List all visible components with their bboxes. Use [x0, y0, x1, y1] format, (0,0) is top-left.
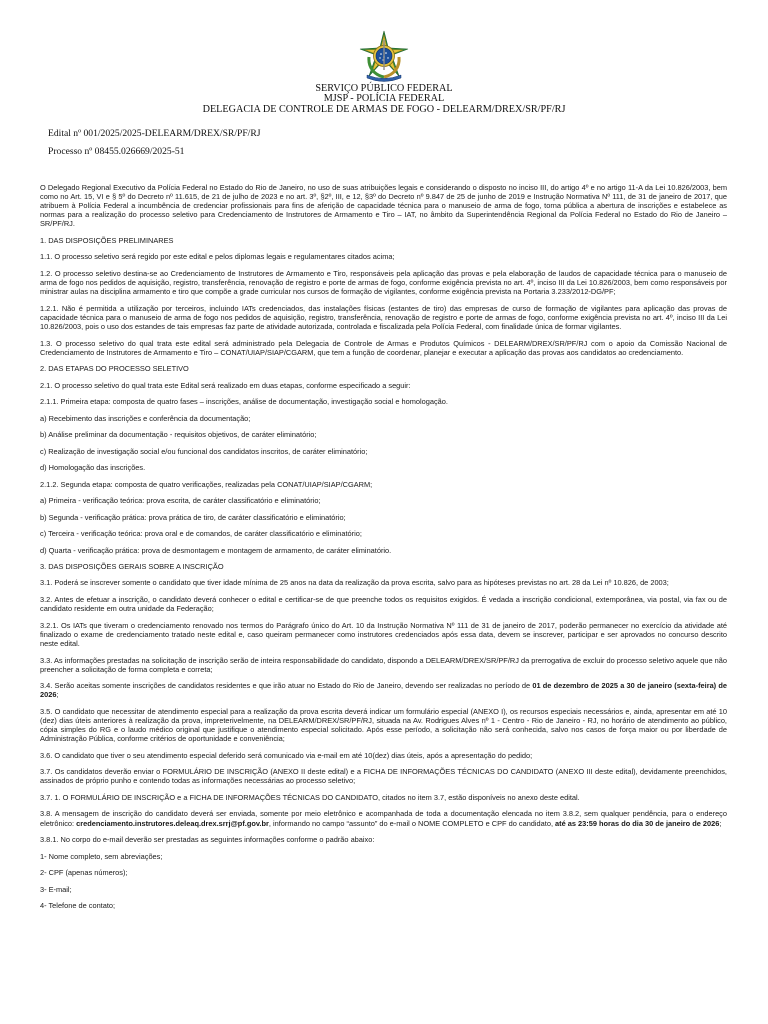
list-item: 2- CPF (apenas números);: [40, 868, 128, 878]
paragraph-1-1: 1.1. O processo seletivo será regido por este edital e pelos diplomas legais e regulamentares citados acima;: [40, 252, 395, 262]
paragraph-3-7-1: 3.7. 1. O FORMULÁRIO DE INSCRIÇÃO e a FICHA DE INFORMAÇÕES TÉCNICAS DO CANDIDATO, citados no item 3.7, estão disponíveis no anexo deste edital.: [40, 792, 580, 802]
registration-deadline: até as 23:59 horas do dia 30 de janeiro de 2026: [555, 818, 720, 828]
list-item: c) Realização de investigação social e/ou funcional dos candidatos inscritos, de caráter eliminatório;: [40, 446, 368, 456]
paragraph-3-3: 3.3. As informações prestadas na solicitação de inscrição serão de inteira responsabilidade do candidato, dispondo a DELEARM/DREX/SR/PF/RJ da prerrogativa de excluir do processo seletivo aquele que não preencher a solicitação de forma completa e correta;: [40, 655, 727, 674]
header-line-department: DELEGACIA DE CONTROLE DE ARMAS DE FOGO - DELEARM/DREX/SR/PF/RJ: [202, 103, 566, 115]
section-title: 3. DAS DISPOSIÇÕES GERAIS SOBRE A INSCRIÇÃO: [40, 562, 224, 571]
paragraph-3-2-1: 3.2.1. Os IATs que tiveram o credenciamento renovado nos termos do Parágrafo único do Art. 10 da Instrução Normativa Nº 111 de 31 de janeiro de 2017, poderão permanecer no exercício da atividade até finalizado o exame de credenciamento tratado neste edital e, caso queiram permanecer como instrutores credenciados após essa data, devem se inscrever, participar e ser aprovados no concurso descrito neste edital.: [40, 620, 727, 648]
document-body: [40, 183, 727, 918]
section-title: 1. DAS DISPOSIÇÕES PRELIMINARES: [40, 235, 174, 245]
paragraph-3-8-1: 3.8.1. No corpo do e-mail deverão ser prestadas as seguintes informações conforme o padrão abaixo:: [40, 835, 375, 845]
processo-number: Processo nº 08455.026669/2025-51: [48, 146, 185, 157]
list-item: d) Homologação das inscrições.: [40, 463, 146, 473]
paragraph-3-8: [40, 809, 727, 827]
paragraph-3-8-mid: , informando no campo “assunto” do e-mail o NOME COMPLETO e CPF do candidato,: [268, 818, 556, 828]
document-header: [0, 84, 768, 115]
paragraph-3-4-text: 3.4. Serão aceitas somente inscrições de candidatos residentes e que irão atuar no Estado do Rio de Janeiro, devendo ser realizadas no período de: [40, 681, 533, 691]
paragraph-3-6: 3.6. O candidato que tiver o seu atendimento especial deferido será comunicado via e-mail em até 10(dez) dias úteis, após a apresentação do pedido;: [40, 750, 533, 760]
brazil-coat-of-arms-icon: [359, 30, 409, 82]
list-item: 3- E-mail;: [40, 884, 72, 894]
paragraph-3-5: 3.5. O candidato que necessitar de atendimento especial para a realização da prova escrita deverá indicar um formulário especial (ANEXO I), os recursos especiais necessários e, ainda, apresentar em até 10 (dez) dias úteis anteriores à realização da prova, impreterivelmente, na DELEARM/DREX/SR/PF/RJ, situada na Av. Rodrigues Alves nº 1 - Centro - Rio de Janeiro - RJ, no horário de atendimento ao público, cópia simples do RG e o laudo médico original que justifique o atendimento especial solicitado. Após esse período, a solicitação não será conhecida, salvo nos casos de força maior ou por liberdade de Administração Pública, conforme critérios de oportunidade e conveniência;: [40, 706, 727, 744]
paragraph-2-1-2: 2.1.2. Segunda etapa: composta de quatro verificações, realizadas pela CONAT/UIAP/SIAP/CGARM;: [40, 479, 373, 489]
list-item: 1- Nome completo, sem abreviações;: [40, 851, 163, 861]
paragraph-3-2: 3.2. Antes de efetuar a inscrição, o candidato deverá conhecer o edital e certificar-se de que preenche todos os requisitos exigidos. É vedada a inscrição condicional, extemporânea, via postal, via fax ou de candidato residente em outra unidade da Federação;: [40, 595, 727, 614]
paragraph-1-2-1: 1.2.1. Não é permitida a utilização por terceiros, incluindo IATs credenciados, das instalações físicas (estantes de tiro) das empresas de curso de formação de vigilantes para aplicação das provas de capacidade técnica para o manuseio de arma de fogo nos pedidos de aquisição, registro, transferência, renovação de registro e porte de armas de fogo, conforme exigência prevista no art. 4º, inciso III da Lei 10.826/2003, pois o uso dos estandes de tais empresas faz parte de atividade autorizada, controlada e fiscalizada pela Polícia Federal, com finalidade única de formar vigilantes.: [40, 303, 727, 331]
paragraph-3-1: 3.1. Poderá se inscrever somente o candidato que tiver idade mínima de 25 anos na data da realização da prova escrita, salvo para as hipóteses previstas no art. 28 da Lei nº 10.826, de 2003;: [40, 578, 669, 588]
section-title: 2. DAS ETAPAS DO PROCESSO SELETIVO: [40, 364, 189, 374]
paragraph-2-1: 2.1. O processo seletivo do qual trata este Edital será realizado em duas etapas, conforme especificado a seguir:: [40, 380, 411, 390]
header-line-agency: MJSP - POLÍCIA FEDERAL: [323, 93, 445, 105]
registration-email: credenciamento.instrutores.deleaq.drex.srrj@pf.gov.br: [76, 818, 269, 828]
paragraph-1-2: 1.2. O processo seletivo destina-se ao Credenciamento de Instrutores de Armamento e Tiro, responsáveis pela aplicação das provas e pela elaboração de laudos de capacidade técnica para o manuseio de arma de fogo nos pedidos de aquisição, registro, transferência, renovação de registro e porte de armas de fogo, conforme exigência prevista no art. 4º, inciso III da Lei 10.826/2003, bem como responsáveis por ministrar aulas na disciplina armamento e tiro que compõe a grade curricular nos cursos de formação de vigilantes, conforme exigência prevista na Portaria 3.233/2012-DG/PF;: [40, 268, 727, 297]
header-line-service: SERVIÇO PÚBLICO FEDERAL: [315, 83, 453, 94]
list-item: c) Terceira - verificação teórica: prova oral e de comandos, de caráter classificatório e eliminatório;: [40, 529, 362, 539]
list-item: b) Segunda - verificação prática: prova prática de tiro, de caráter classificatório e eliminatório;: [40, 512, 346, 522]
paragraph-3-8-end: ;: [719, 818, 722, 828]
list-item: a) Primeira - verificação teórica: prova escrita, de caráter classificatório e eliminatório;: [40, 496, 321, 506]
list-item: a) Recebimento das inscrições e conferência da documentação;: [40, 413, 251, 423]
paragraph-1-3: 1.3. O processo seletivo do qual trata este edital será administrado pela Delegacia de Controle de Armas e Produtos Químicos - DELEARM/DREX/SR/PF/RJ com o apoio da Comissão Nacional de Credenciamento de Instrutores de Armamento e Tiro – CONAT/UIAP/SIAP/CGARM, que tem a função de coordenar, planejar e executar a aplicação das provas aos candidatos ao credenciamento.: [40, 338, 727, 357]
paragraph-2-1-1: 2.1.1. Primeira etapa: composta de quatro fases – inscrições, análise de documentação, investigação social e homologação.: [40, 397, 448, 407]
intro-paragraph: O Delegado Regional Executivo da Polícia Federal no Estado do Rio de Janeiro, no uso de suas atribuições legais e considerando o disposto no inciso III, do artigo 4º e no artigo 11-A da Lei 10.826/2003, bem como no Art. 15, VI e § 5º do Decreto nº 11.615, de 21 de julho de 2023 e no art. 3º, §2º, III, e 12, §3º do Decreto nº 9.847 de 25 de junho de 2019 e Instrução Normativa Nº 111, de 31 de janeiro de 2017, que atribuem à Polícia Federal a incumbência de credenciar profissionais para fins de aferição de capacidade técnica para o manuseio de arma de fogo, torna pública a abertura de inscrições e estabelece as normas para a realização do processo seletivo para Credenciamento de Instrutores de Armamento e Tiro – IAT, no âmbito da Superintendência Regional da Polícia Federal no Estado do Rio de Janeiro – SR/PF/RJ.: [40, 183, 727, 229]
registration-period: 01 de dezembro de 2025 a 30 de janeiro (sexta-feira) de 2026: [40, 681, 727, 700]
list-item: d) Quarta - verificação prática: prova de desmontagem e montagem de armamento, de caráter eliminatório.: [40, 545, 392, 555]
paragraph-3-8-text: 3.8. A mensagem de inscrição do candidato deverá ser enviada, somente por meio eletrônico e acompanhada de toda a documentação elencada no item 3.8.2, sem qualquer pendência, para o endereço eletrônico:: [40, 809, 727, 828]
paragraph-3-7: 3.7. Os candidatos deverão enviar o FORMULÁRIO DE INSCRIÇÃO (ANEXO II deste edital) e a FICHA DE INFORMAÇÕES TÉCNICAS DO CANDIDATO (ANEXO III deste edital), devidamente preenchidos, assinados de próprio punho e contendo todas as informações necessárias ao processo seletivo;: [40, 767, 727, 786]
edital-number: Edital nº 001/2025/2025-DELEARM/DREX/SR/PF/RJ: [48, 128, 261, 139]
list-item: 4- Telefone de contato;: [40, 901, 116, 911]
list-item: b) Análise preliminar da documentação - requisitos objetivos, de caráter eliminatório;: [40, 430, 317, 440]
paragraph-3-4: [40, 681, 727, 699]
paragraph-3-4-end: ;: [56, 690, 59, 700]
